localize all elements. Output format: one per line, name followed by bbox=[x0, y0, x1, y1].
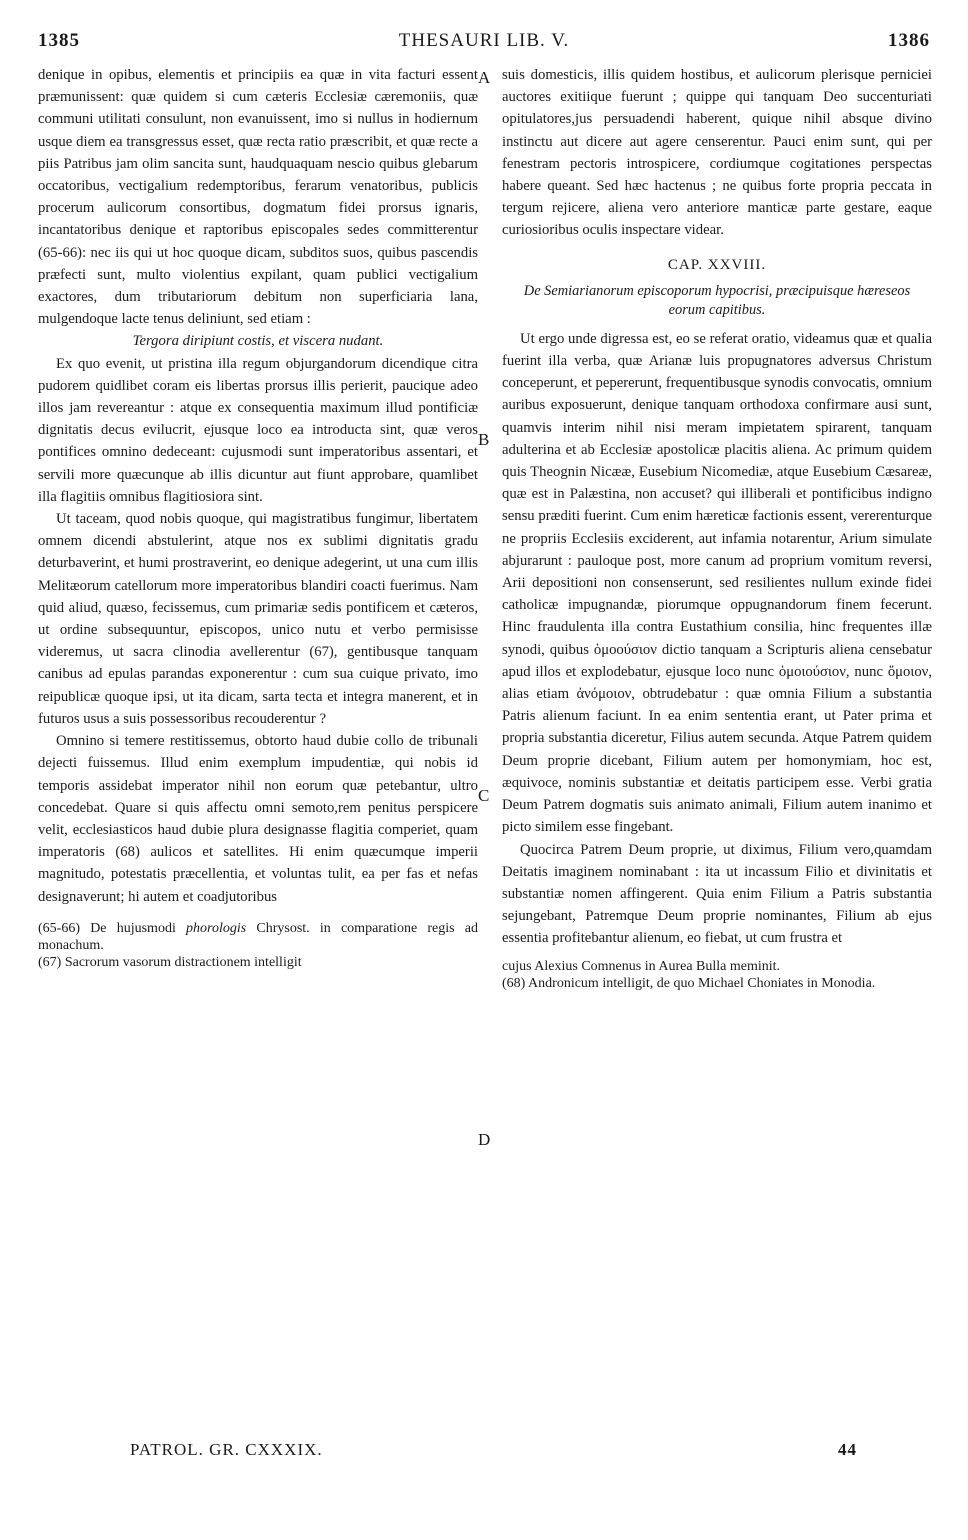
footnote-65-66: (65-66) De hujusmodi phorologis Chrysost. in comparatione regis ad monachum. bbox=[38, 920, 478, 953]
margin-letter-a: A bbox=[478, 68, 491, 87]
left-column-number: 1385 bbox=[38, 30, 80, 51]
left-column bbox=[38, 64, 478, 971]
left-paragraph-4: Omnino si temere restitissemus, obtorto haud dubie collo de tribunali dejecti fuissemus. Illud enim exemplum impudentiæ, qui nobis id temporis assidebat imperator nihil non eorum quæ petebantur, ultro concedebat. Quare si quis affectu omni semoto,rem penitus perspicere velit, ecclesiasticos haud dubie plura designasse flagitia comperiet, quam imperatoris (68) aulicos et satellites. Hi enim quæcumque imperii magnitudo, potestatis præcellentia, et voluntas tulit, ea per fas et nefas designaverunt; hi autem et coadjutoribus bbox=[38, 733, 478, 905]
footnote-67: (67) Sacrorum vasorum distractionem intelligit bbox=[38, 954, 302, 970]
right-paragraph-2: Ut ergo unde digressa est, eo se referat oratio, videamus quæ et qualia fuerint illa verba, quæ Arianæ luis propugnatores adversus Christum conceperunt, et pepererunt, frequentibusque synodis convocatis, omnium auribus exposuerunt, denique tanquam orthodoxa confirmare ausi sunt, quamvis interim nihil nisi meram impietatem spirarent, tanquam adulterina et ab Ecclesiæ apostolicæ placitis aliena. Ac primum quidem quis Theognin Nicææ, Eusebium Nicomediæ, atque Eusebium Cæsareæ, quæ est in Palæstina, non accuset? qui illiberali et pontificibus indigno sensu præditi fuerint. Cum enim hæreticæ factionis essent, vererenturque ne propriis Ecclesiis exciderent, aut infamia notarentur, Arium simulate abjurarunt : pauloque post, more canum ad proprium vomitum reversi, Arii depositioni non consenserunt, sed resilientes nullum exinde fidei catholicæ impugnandæ, piorumque oppugnandorum finem fecerunt. Hinc fraudulenta illa contra Eustathium consilia, hinc frequentes illæ synodi, quibus ὁμοούσιον dictio tanquam a Scripturis aliena censebatur apud illos et explodebatur, ejusque loco nunc ὁμοιούσιον, nunc ὅμοιον, alias etiam ἀνόμοιον, obtrudebatur : quæ omnia Filium a substantia Patris alienum faciunt. In ea enim sententia erant, ut Pater prima et propria substantia diceretur, Filius autem secunda. Atque Patrem quidem Deum proprie dicebant, Filium autem per homonymiam, hoc est, æquivoce, nominis substantiæ et deitatis participem esse. Verbi gratia Deum Patrem dogmatis suis animato animali, Filium autem inanimo et picto similem esse fingebant. bbox=[502, 330, 932, 836]
verse-quote: Tergora diripiunt costis, et viscera nudant. bbox=[132, 333, 384, 350]
right-paragraph-1: suis domesticis, illis quidem hostibus, et aulicorum plerisque perniciei auctores exitiique fuerunt ; quippe qui tanquam Deo succenturiati opitulatores,jus persuadendi haberent, quique nihil absque divino instinctu aut dicere aut agere censerentur. Pauci enim sunt, qui per fenestram pectoris introspicere, cordiumque cogitationes perspectas habere queant. Sed hæc hactenus ; ne quibus forte propria peccata in tergum rejicere, aliena vero anteriore manticæ parte gestare, eaque curiosioribus oculis inspectare videar. bbox=[502, 67, 932, 239]
chapter-heading: CAP. XXVIII. bbox=[667, 256, 767, 273]
left-paragraph-3: Ut taceam, quod nobis quoque, qui magistratibus fungimur, libertatem omnem dicendi abstulerint, atque nos ex sublimi dignitatis gradu deturbaverint, et humi prostraverint, eo denique adegerint, ut una cum illis Melitæorum catellorum more imperatoribus blandiri coacti fuerimus. Nam quid aliud, quæso, fecissemus, cum primariæ sedis pontificem et cæteros, ut ordine subsequuntur, episcopos, unico nutu et verbo permisisse videremus, ut sacra clinodia avellerentur (67), gentibusque tanquam canibus ad epulas parandas exponerentur : cum sua cuique privato, imo reipublicæ quoque ipsi, ut ita dicam, sarta tecta et integra manerent, et in futuros usus a suis possessoribus recouderentur ? bbox=[38, 511, 478, 727]
right-column-number: 1386 bbox=[888, 30, 930, 51]
running-title: THESAURI LIB. V. bbox=[398, 30, 570, 51]
left-paragraph-1: denique in opibus, elementis et principiis ea quæ in vita facturi essent præmunissent: quæ quidem si cum cæteris Ecclesiæ cæremoniis, quæ communi utilitati consulunt, non evanuissent, imo si nullus in hodiernum usque diem ea transgressus esset, quæ recta ratio præscribit, et quæ recte a piis Patribus jam olim sancita sunt, haudquaquam nescio quibus glebarum occatoribus, vectigalium redemptoribus, ferarum venatoribus, publicis procerum aulicorum consortibus, dogmatum fidei prorsus ignaris, incantatoribus denique et raptoribus episcopales sedes committerentur (65-66): nec iis qui ut hoc quoque dicam, subditos suos, quibus pascendis præfecti sunt, multo violentius expilant, quam publici vectigalium exactores, dum tributariorum debitum non superficiaria lana, mulgendoque lacte tenus deliniunt, sed etiam : bbox=[38, 67, 478, 328]
right-paragraph-3: Quocirca Patrem Deum proprie, ut diximus, Filium vero,quamdam Deitatis imaginem nominabant : ita ut incassum Filio et divinitatis et substantiæ nomen affingerent. Quia enim Filium a Patris substantia sejungebant, Patremque Deum proprie nominantes, Filium ab ejus essentia profitebantur alienum, eo fiebat, ut cum frustra et bbox=[502, 841, 932, 947]
margin-letter-c: C bbox=[478, 786, 490, 805]
series-volume: PATROL. GR. CXXXIX. bbox=[130, 1440, 323, 1459]
left-paragraph-2: Ex quo evenit, ut pristina illa regum objurgandorum dicendique citra pudorem quidlibet coram eis libertas prorsus illis perierit, paucique adeo illos jam revereantur : atque ex consequentia maximum illud pontificiæ dignitatis decus evilucrit, ejusque loco ea introducta sint, quæ veros pontifices omnino dedeceant: cujusmodi sunt imperatoribus assentari, et servili more quæcunque ab illis dicuntur aut fiunt approbare, quamlibet illa flagitiis omnibus flagitiosiora sint. bbox=[38, 355, 478, 505]
margin-letter-b: B bbox=[478, 430, 490, 449]
right-column bbox=[502, 64, 932, 992]
footnote-67-continued: cujus Alexius Comnenus in Aurea Bulla meminit. bbox=[502, 958, 781, 974]
chapter-title: De Semiarianorum episcoporum hypocrisi, præcipuisque hæreseos eorum capitibus. bbox=[523, 282, 911, 318]
margin-letter-d: D bbox=[478, 1130, 491, 1149]
page-header bbox=[38, 30, 930, 58]
footnote-68: (68) Andronicum intelligit, de quo Michael Choniates in Monodia. bbox=[502, 975, 876, 991]
signature-number: 44 bbox=[838, 1440, 857, 1459]
